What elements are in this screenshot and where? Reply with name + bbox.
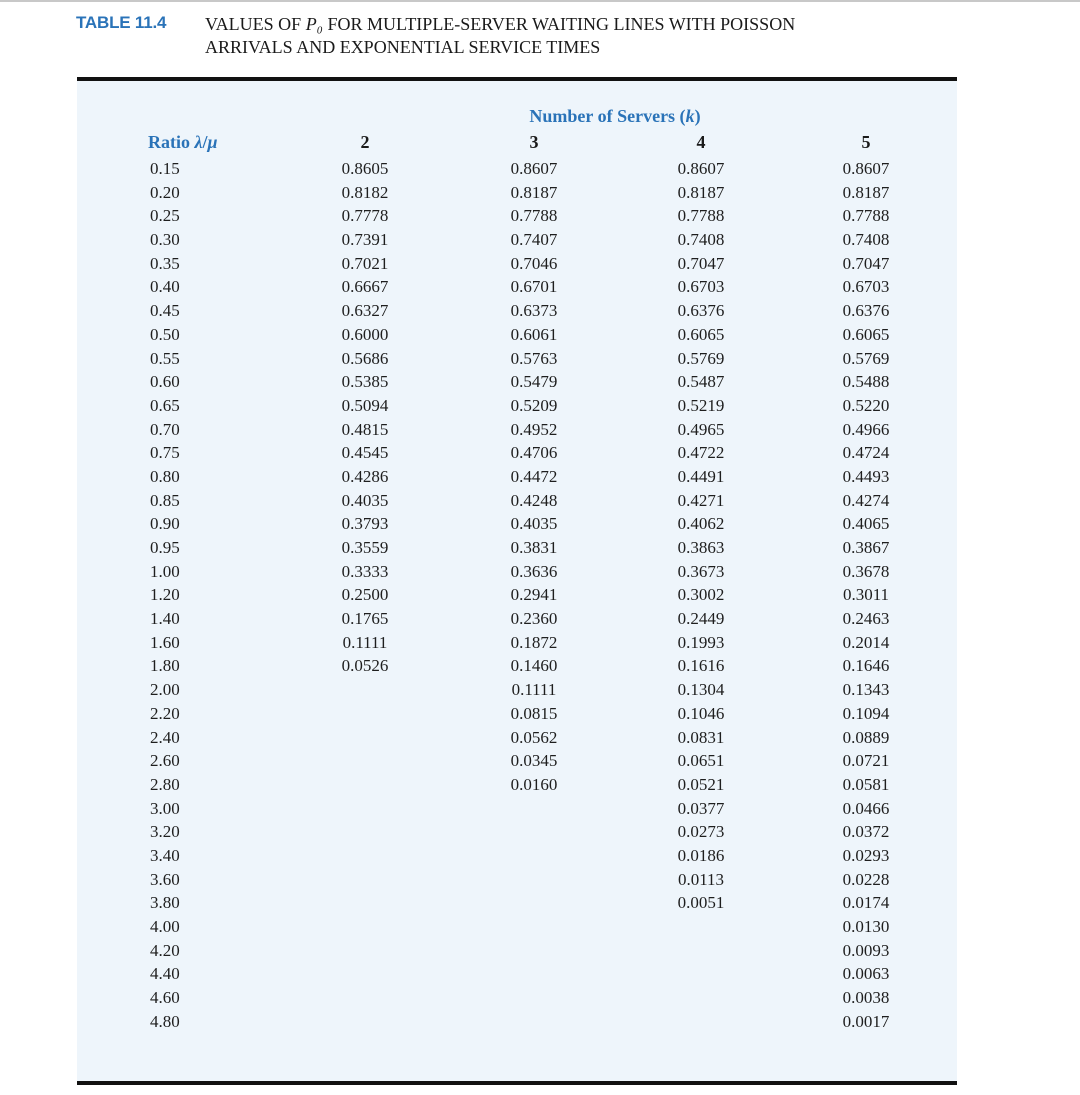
- k5-cell: 0.5220: [842, 395, 890, 415]
- ratio-cell: 3.60: [150, 869, 180, 889]
- k5-cell: 0.0130: [842, 917, 890, 936]
- k4-cell: 0.5487: [677, 372, 725, 392]
- ratio-cell: 2.80: [150, 774, 180, 794]
- top-border: [0, 0, 1080, 2]
- ratio-cell: 0.15: [150, 159, 180, 178]
- k3-cell: 0.7407: [510, 230, 558, 250]
- k5-cell: 0.6703: [842, 277, 890, 297]
- k5-cell: 0.0372: [842, 822, 890, 842]
- k4-cell: 0.3673: [677, 561, 725, 581]
- k4-cell: 0.5769: [677, 348, 725, 368]
- table-title: [205, 13, 965, 59]
- k3-cell: 0.0562: [510, 727, 558, 747]
- ratio-cell: 0.75: [150, 443, 180, 463]
- k4-cell: 0.0651: [677, 751, 725, 771]
- k2-cell: 0.4035: [341, 490, 389, 510]
- k3-cell: 0.7788: [510, 206, 558, 226]
- k4-cell: 0.6065: [677, 324, 725, 344]
- k5-cell: 0.7408: [842, 230, 890, 250]
- ratio-cell: 2.60: [150, 751, 180, 771]
- ratio-cell: 1.40: [150, 609, 180, 629]
- ratio-cell: 1.80: [150, 656, 180, 676]
- k5-cell: 0.1646: [842, 656, 890, 676]
- k2-cell: 0.3793: [341, 514, 389, 534]
- ratio-cell: 0.85: [150, 490, 180, 510]
- k5-cell: 0.2014: [842, 632, 890, 652]
- ratio-cell: 2.00: [150, 680, 180, 700]
- k5-cell: 0.0228: [842, 869, 890, 889]
- k5-cell: 0.0174: [842, 893, 890, 913]
- ratio-cell: 0.20: [150, 182, 180, 202]
- ratio-cell: 0.65: [150, 395, 180, 415]
- k5-cell: 0.7788: [842, 206, 890, 226]
- k5-cell: 0.4274: [842, 490, 890, 510]
- k3-cell: 0.0345: [510, 751, 558, 771]
- k3-cell: 0.0160: [510, 774, 558, 794]
- k3-cell: 0.4706: [510, 443, 558, 463]
- k5-cell: 0.3867: [842, 538, 890, 557]
- k3-cell: 0.2360: [510, 609, 558, 629]
- k4-cell: 0.2449: [677, 609, 725, 629]
- k4-cell: 0.6703: [677, 277, 725, 297]
- k4-cell: 0.0113: [677, 869, 725, 889]
- k4-cell: 0.0186: [677, 845, 725, 865]
- k2-cell: 0.3559: [341, 538, 389, 557]
- servers-2-header: 2: [360, 132, 370, 152]
- ratio-cell: 0.95: [150, 538, 180, 557]
- ratio-cell: 0.80: [150, 466, 180, 486]
- k3-cell: 0.6061: [510, 324, 558, 344]
- k4-cell: 0.7788: [677, 206, 725, 226]
- k4-cell: 0.6376: [677, 301, 725, 321]
- ratio-cell: 0.35: [150, 253, 180, 273]
- ratio-cell: 4.40: [150, 964, 180, 984]
- k4-cell: 0.3863: [677, 538, 725, 557]
- k2-cell: 0.1111: [342, 632, 388, 652]
- ratio-cell: 3.20: [150, 822, 180, 842]
- k2-cell: 0.1765: [341, 609, 389, 629]
- ratio-cell: 1.20: [150, 585, 180, 605]
- ratio-cell: 0.50: [150, 324, 180, 344]
- ratio-cell: 0.60: [150, 372, 180, 392]
- k2-cell: 0.2500: [341, 585, 389, 605]
- ratio-cell: 2.40: [150, 727, 180, 747]
- ratio-cell: 0.25: [150, 206, 180, 226]
- servers-4-column: [663, 157, 739, 915]
- k5-cell: 0.4966: [842, 419, 890, 439]
- k2-cell: 0.5094: [341, 395, 389, 415]
- ratio-cell: 3.80: [150, 893, 180, 913]
- k5-cell: 0.6376: [842, 301, 890, 321]
- k3-cell: 0.1111: [511, 680, 557, 700]
- ratio-cell: 0.55: [150, 348, 180, 368]
- k3-cell: 0.1460: [510, 656, 558, 676]
- ratio-column-header: Ratio λ/μ: [148, 132, 218, 152]
- table-label: TABLE 11.4: [76, 13, 167, 32]
- ratio-cell: 0.45: [150, 301, 180, 321]
- k2-cell: 0.5385: [341, 372, 389, 392]
- k4-cell: 0.0273: [677, 822, 725, 842]
- k3-cell: 0.7046: [510, 253, 558, 273]
- k4-cell: 0.4062: [677, 514, 725, 534]
- k4-cell: 0.0377: [677, 798, 725, 818]
- k3-cell: 0.4035: [510, 514, 558, 534]
- servers-2-column: [327, 157, 403, 678]
- k4-cell: 0.1046: [677, 703, 725, 723]
- ratio-cell: 2.20: [150, 703, 180, 723]
- k2-cell: 0.8182: [341, 182, 389, 202]
- k4-cell: 0.4722: [677, 443, 725, 463]
- k2-cell: 0.4545: [341, 443, 389, 463]
- k5-cell: 0.5488: [842, 372, 890, 392]
- servers-5-column: [828, 157, 904, 1033]
- k3-cell: 0.4952: [510, 419, 558, 439]
- k4-cell: 0.8607: [677, 159, 725, 178]
- k2-cell: 0.5686: [341, 348, 389, 368]
- k5-cell: 0.0063: [842, 964, 890, 984]
- k2-cell: 0.7778: [341, 206, 389, 226]
- k5-cell: 0.3011: [842, 585, 890, 605]
- k3-cell: 0.4472: [510, 466, 558, 486]
- ratio-column: [150, 157, 200, 1033]
- k2-cell: 0.3333: [341, 561, 389, 581]
- k5-cell: 0.5769: [842, 348, 890, 368]
- ratio-cell: 0.40: [150, 277, 180, 297]
- k4-cell: 0.0831: [677, 727, 725, 747]
- k3-cell: 0.6701: [510, 277, 558, 297]
- k5-cell: 0.0293: [842, 845, 890, 865]
- k5-cell: 0.1343: [842, 680, 890, 700]
- ratio-cell: 4.20: [150, 940, 180, 960]
- k4-cell: 0.1616: [677, 656, 725, 676]
- k4-cell: 0.7047: [677, 253, 725, 273]
- k3-cell: 0.2941: [510, 585, 558, 605]
- k3-cell: 0.0815: [510, 703, 558, 723]
- k2-cell: 0.4815: [341, 419, 389, 439]
- k5-cell: 0.3678: [842, 561, 890, 581]
- k3-cell: 0.3831: [510, 538, 558, 557]
- k3-cell: 0.1872: [510, 632, 558, 652]
- k2-cell: 0.6000: [341, 324, 389, 344]
- servers-3-column: [496, 157, 572, 797]
- k3-cell: 0.5209: [510, 395, 558, 415]
- k5-cell: 0.0038: [842, 988, 890, 1008]
- k5-cell: 0.2463: [842, 609, 890, 629]
- k5-cell: 0.6065: [842, 324, 890, 344]
- k3-cell: 0.6373: [510, 301, 558, 321]
- ratio-cell: 0.90: [150, 514, 180, 534]
- k3-cell: 0.8607: [510, 159, 558, 178]
- k4-cell: 0.7408: [677, 230, 725, 250]
- ratio-cell: 3.00: [150, 798, 180, 818]
- k5-cell: 0.7047: [842, 253, 890, 273]
- k4-cell: 0.4271: [677, 490, 725, 510]
- k5-cell: 0.0466: [842, 798, 890, 818]
- k2-cell: 0.8605: [341, 159, 389, 178]
- table-title-line-2: ARRIVALS AND EXPONENTIAL SERVICE TIMES: [205, 37, 601, 57]
- ratio-cell: 0.70: [150, 419, 180, 439]
- k5-cell: 0.4065: [842, 514, 890, 534]
- k2-cell: 0.6667: [341, 277, 389, 297]
- ratio-cell: 0.30: [150, 230, 180, 250]
- table-title-line-1: VALUES OF P₀ FOR MULTIPLE-SERVER WAITING LINES WITH POISSON: [205, 14, 796, 34]
- k2-cell: 0.7021: [341, 253, 389, 273]
- k5-cell: 0.0721: [842, 751, 890, 771]
- ratio-cell: 4.60: [150, 988, 180, 1008]
- k4-cell: 0.8187: [677, 182, 725, 202]
- ratio-cell: 1.60: [150, 632, 180, 652]
- k4-cell: 0.3002: [677, 585, 725, 605]
- k5-cell: 0.0093: [842, 940, 890, 960]
- servers-3-header: 3: [529, 132, 539, 152]
- table-bottom-rule: [77, 1081, 957, 1085]
- k2-cell: 0.4286: [341, 466, 389, 486]
- k4-cell: 0.4491: [677, 466, 725, 486]
- k2-cell: 0.0526: [341, 656, 389, 676]
- k2-cell: 0.6327: [341, 301, 389, 321]
- k5-cell: 0.0581: [842, 774, 890, 794]
- k3-cell: 0.4248: [510, 490, 558, 510]
- k2-cell: 0.7391: [341, 230, 389, 250]
- k4-cell: 0.1304: [677, 680, 725, 700]
- k3-cell: 0.5763: [510, 348, 558, 368]
- ratio-cell: 4.00: [150, 917, 180, 936]
- k5-cell: 0.0889: [842, 727, 890, 747]
- k5-cell: 0.8607: [842, 159, 890, 178]
- servers-5-header: 5: [861, 132, 871, 152]
- ratio-cell: 1.00: [150, 561, 180, 581]
- servers-4-header: 4: [696, 132, 706, 152]
- k4-cell: 0.0521: [677, 774, 725, 794]
- k4-cell: 0.5219: [677, 395, 725, 415]
- k5-cell: 0.4493: [842, 466, 890, 486]
- ratio-cell: 4.80: [150, 1011, 180, 1031]
- servers-caption: Number of Servers (k): [529, 106, 701, 126]
- ratio-cell: 3.40: [150, 845, 180, 865]
- k4-cell: 0.4965: [677, 419, 725, 439]
- k4-cell: 0.0051: [677, 893, 725, 913]
- k5-cell: 0.1094: [842, 703, 890, 723]
- k5-cell: 0.0017: [842, 1011, 890, 1031]
- k5-cell: 0.4724: [842, 443, 890, 463]
- k3-cell: 0.5479: [510, 372, 558, 392]
- k4-cell: 0.1993: [677, 632, 725, 652]
- k3-cell: 0.8187: [510, 182, 558, 202]
- k3-cell: 0.3636: [510, 561, 558, 581]
- k5-cell: 0.8187: [842, 182, 890, 202]
